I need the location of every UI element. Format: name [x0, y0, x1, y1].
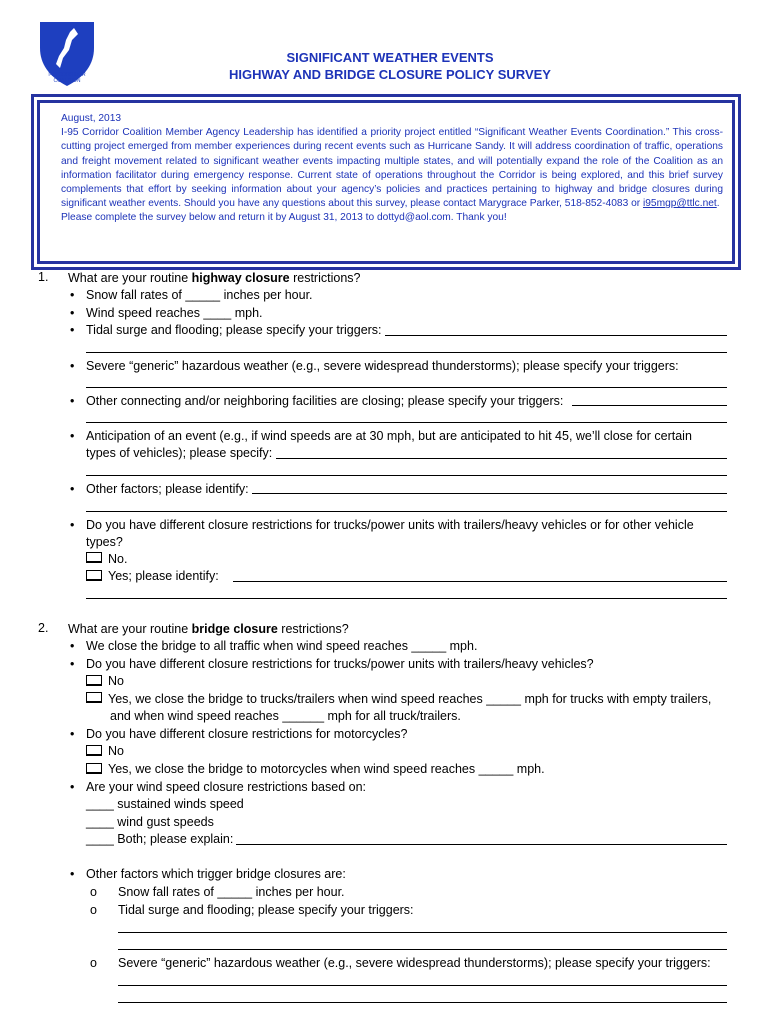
q2-gust: ____ wind gust speeds — [86, 815, 214, 829]
q2-moto-yes-label: Yes, we close the bridge to motorcycles when wind speed reaches _____ mph. — [108, 762, 545, 776]
q2-trucks-yes-checkbox[interactable] — [86, 692, 102, 703]
q1-snow: • Snow fall rates of _____ inches per hour. — [86, 287, 313, 303]
q2-close-all: • We close the bridge to all traffic when wind speed reaches _____ mph. — [86, 638, 477, 654]
q2-severe-line-2[interactable] — [118, 1002, 727, 1003]
q2-trucks-yes-label: Yes, we close the bridge to trucks/trailers when wind speed reaches _____ mph for trucks with empty trailers, — [108, 692, 712, 706]
title-line-2: HIGHWAY AND BRIDGE CLOSURE POLICY SURVEY — [229, 67, 551, 82]
q2-moto-question: • Do you have different closure restrictions for motorcycles? — [86, 726, 407, 742]
intro-body: I-95 Corridor Coalition Member Agency Leadership has identified a priority project entitled “Significant Weather Events Coordination.” This cross-cutting project emerged from member experiences during recent events such as Hurricane Sandy. It will address coordination of traffic, operations and freight movement related to significant weather events impacting multiple states, and will potentially expand the role of the Coalition as an information facilitator during emergency response. Current state of operations throughout the Corridor is being explored, and this brief survey complements that effort by seeking information about your agency’s policies and practices pertaining to highway and bridge closures during significant weather events. Should you have any questions about this survey, please contact Marygrace Parker, 518-852-4083 or — [61, 127, 723, 210]
q1-severe: • Severe “generic” hazardous weather (e.g., severe widespread thunderstorms); please specify your triggers: — [86, 358, 679, 374]
q1-yes-line[interactable] — [233, 581, 727, 582]
q1-facilities-line[interactable] — [572, 405, 727, 406]
q1-other: • Other factors; please identify: — [86, 481, 249, 497]
q1-other-line[interactable] — [252, 493, 727, 494]
logo-caption: I-95 CORRIDOR COALITION — [48, 72, 86, 84]
q1-question: What are your routine highway closure restrictions? — [68, 271, 361, 285]
q1-severe-line[interactable] — [86, 387, 727, 388]
q1-no-label: No. — [108, 552, 128, 566]
q1-anticipation-line[interactable] — [276, 458, 727, 459]
q1-facilities-line-2[interactable] — [86, 422, 727, 423]
q2-trucks-no-label: No — [108, 674, 124, 688]
q1-facilities: • Other connecting and/or neighboring facilities are closing; please specify your triggers: — [86, 393, 563, 409]
q1-yes-line-2[interactable] — [86, 598, 727, 599]
q1-tidal-line-2[interactable] — [86, 352, 727, 353]
q1-trucks-2: types? — [86, 535, 123, 549]
q2-based-question: • Are your wind speed closure restrictions based on: — [86, 779, 366, 795]
q2-moto-yes-checkbox[interactable] — [86, 763, 102, 774]
intro-closing: Please complete the survey below and return it by August 31, 2013 to dottyd@aol.com. Thank you! — [61, 212, 507, 224]
q1-no-checkbox[interactable] — [86, 552, 102, 563]
q2-moto-no-checkbox[interactable] — [86, 745, 102, 756]
q2-factor-snow: o Snow fall rates of _____ inches per hour. — [118, 884, 345, 900]
q1-tidal: • Tidal surge and flooding; please specify your triggers: — [86, 322, 382, 338]
title-line-1: SIGNIFICANT WEATHER EVENTS — [286, 50, 494, 65]
intro-text: August, 2013 I-95 Corridor Coalition Member Agency Leadership has identified a priority project entitled “Significant Weather Events Coordination.” This cross-cutting project emerged from member experiences during recent events such as Hurricane Sandy. It will address coordination of traffic, operations and freight movement related to significant weather events impacting multiple states, and will potentially expand the role of the Coalition as an information facilitator during emergency response. Current state of operations throughout the Corridor is being explored, and this brief survey complements that effort by seeking information about your agency’s policies and practices pertaining to highway and bridge closures during significant weather events. Should you have any questions about this survey, please contact Marygrace Parker, 518-852-4083 or i95mgp@ttlc.net. Please complete the survey below and return it by August 31, 2013 to dottyd@aol.com. Thank you! — [61, 112, 723, 226]
q2-trucks-no-checkbox[interactable] — [86, 675, 102, 686]
q2-tidal-line[interactable] — [118, 932, 727, 933]
q2-trucks-question: • Do you have different closure restrictions for trucks/power units with trailers/heavy vehicles? — [86, 656, 594, 672]
q2-both-line[interactable] — [236, 844, 727, 845]
q1-tidal-line[interactable] — [385, 335, 727, 336]
q1-other-line-2[interactable] — [86, 511, 727, 512]
q2-question: What are your routine bridge closure restrictions? — [68, 622, 349, 636]
q1-yes-checkbox[interactable] — [86, 570, 102, 581]
q2-tidal-line-2[interactable] — [118, 949, 727, 950]
q2-number: 2. — [38, 621, 49, 635]
q1-yes-label: Yes; please identify: — [108, 569, 219, 583]
q2-both: ____ Both; please explain: — [86, 832, 234, 846]
q2-sustained: ____ sustained winds speed — [86, 797, 244, 811]
q1-wind: • Wind speed reaches ____ mph. — [86, 305, 263, 321]
q1-anticipation-line-2[interactable] — [86, 475, 727, 476]
q2-moto-no-label: No — [108, 744, 124, 758]
q2-factor-tidal: o Tidal surge and flooding; please specify your triggers: — [118, 902, 414, 918]
q1-anticipation: • Anticipation of an event (e.g., if wind speeds are at 30 mph, but are anticipated to hit 45, we’ll close for certain — [86, 428, 692, 444]
email-link[interactable]: i95mgp@ttlc.net — [642, 198, 717, 210]
q2-factors: • Other factors which trigger bridge closures are: — [86, 866, 346, 882]
q2-trucks-yes-label-2: and when wind speed reaches ______ mph for all truck/trailers. — [110, 709, 461, 723]
q1-number: 1. — [38, 270, 49, 284]
q1-trucks: • Do you have different closure restrictions for trucks/power units with trailers/heavy vehicles or for other vehicle — [86, 517, 694, 533]
q2-severe-line[interactable] — [118, 985, 727, 986]
q2-factor-severe: o Severe “generic” hazardous weather (e.g., severe widespread thunderstorms); please specify your triggers: — [118, 955, 711, 971]
q1-anticipation-2: types of vehicles); please specify: — [86, 446, 273, 460]
intro-date: August, 2013 — [61, 113, 122, 124]
